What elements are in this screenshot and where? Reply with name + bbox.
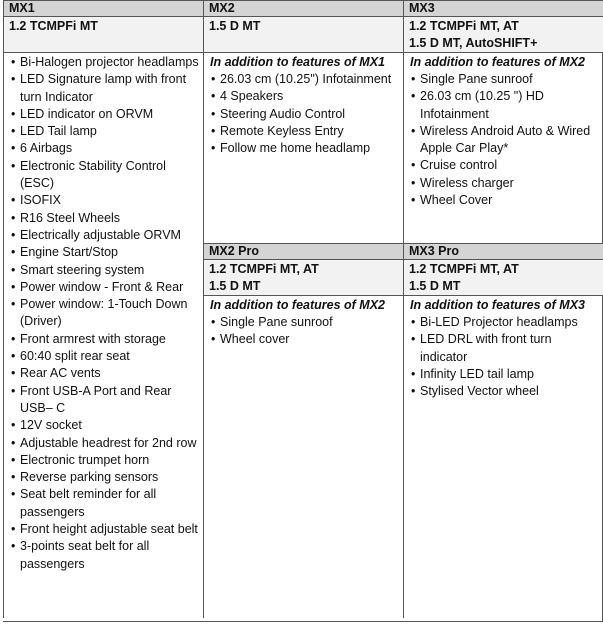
list-item: • Bi-LED Projector headlamps	[409, 314, 599, 331]
list-item: • 3-points seat belt for all passengers	[9, 538, 199, 573]
list-item: • Infinity LED tail lamp	[409, 366, 599, 383]
mx2-engine: 1.5 D MT	[209, 19, 261, 33]
mx3pro-engine: 1.2 TCMPFi MT, AT	[409, 262, 519, 276]
list-item: • Reverse parking sensors	[9, 469, 199, 486]
mx2pro-features	[203, 295, 403, 618]
list-item: • Single Pane sunroof	[409, 71, 599, 88]
mx2pro-engines	[203, 259, 403, 295]
list-item: • Wheel cover	[209, 331, 399, 348]
mx2pro-engine: 1.5 D MT	[209, 279, 261, 293]
list-item: • Wireless charger	[409, 175, 599, 192]
mx1-engines	[3, 16, 203, 52]
list-item: • Bi-Halogen projector headlamps	[9, 54, 199, 71]
list-item: • Wireless Android Auto & Wired Apple Car Play*	[409, 123, 599, 158]
list-item: • Adjustable headrest for 2nd row	[9, 435, 199, 452]
list-item: • Electrically adjustable ORVM	[9, 227, 199, 244]
list-item: • Power window - Front & Rear	[9, 279, 199, 296]
list-item: • 60:40 split rear seat	[9, 348, 199, 365]
list-item: • Smart steering system	[9, 262, 199, 279]
mx3-header	[403, 0, 603, 16]
mx3pro-features	[403, 295, 603, 618]
list-item: • Front armrest with storage	[9, 331, 199, 348]
mx2pro-engine: 1.2 TCMPFi MT, AT	[209, 262, 319, 276]
list-item: • LED DRL with front turn indicator	[409, 331, 599, 366]
mx3-name: MX3	[409, 1, 435, 15]
list-item: • 26.03 cm (10.25 ") HD Infotainment	[409, 88, 599, 123]
mx3-engines	[403, 16, 603, 52]
mx3pro-engine: 1.5 D MT	[409, 279, 461, 293]
list-item: • Electronic trumpet horn	[9, 452, 199, 469]
mx1-features	[3, 52, 203, 618]
mx3-engine: 1.2 TCMPFi MT, AT	[409, 19, 519, 33]
list-item: • 26.03 cm (10.25") Infotainment	[209, 71, 399, 88]
list-item: • Cruise control	[409, 157, 599, 174]
variant-feature-table	[3, 0, 603, 622]
mx2-feature-list	[209, 71, 399, 157]
mx2-features	[203, 52, 403, 243]
list-item: • LED Signature lamp with front turn Indicator	[9, 71, 199, 106]
mx3pro-feature-list	[409, 314, 599, 400]
mx2-intro: In addition to features of MX1	[210, 55, 386, 69]
mx3pro-header	[403, 243, 603, 259]
mx2pro-intro: In addition to features of MX2	[210, 298, 386, 312]
mx3pro-name: MX3 Pro	[409, 244, 460, 258]
mx3-feature-list	[409, 71, 599, 209]
mx1-engine: 1.2 TCMPFi MT	[9, 19, 98, 33]
mx3-intro: In addition to features of MX2	[410, 55, 586, 69]
list-item: • Single Pane sunroof	[209, 314, 399, 331]
mx3-engine: 1.5 D MT, AutoSHIFT+	[409, 36, 538, 50]
mx3pro-engines	[403, 259, 603, 295]
list-item: • Power window: 1-Touch Down (Driver)	[9, 296, 199, 331]
mx2pro-header	[203, 243, 403, 259]
list-item: • 6 Airbags	[9, 140, 199, 157]
mx1-feature-list	[9, 54, 199, 573]
mx1-name: MX1	[9, 1, 35, 15]
list-item: • R16 Steel Wheels	[9, 210, 199, 227]
list-item: • Electronic Stability Control (ESC)	[9, 158, 199, 193]
list-item: • Seat belt reminder for all passengers	[9, 486, 199, 521]
list-item: • 4 Speakers	[209, 88, 399, 105]
list-item: • Steering Audio Control	[209, 106, 399, 123]
mx2-header	[203, 0, 403, 16]
mx2pro-feature-list	[209, 314, 399, 349]
list-item: • Front USB-A Port and Rear USB– C	[9, 383, 199, 418]
list-item: • Remote Keyless Entry	[209, 123, 399, 140]
mx2pro-name: MX2 Pro	[209, 244, 260, 258]
mx3pro-intro: In addition to features of MX3	[410, 298, 586, 312]
list-item: • Rear AC vents	[9, 365, 199, 382]
mx3-features	[403, 52, 603, 243]
list-item: • Engine Start/Stop	[9, 244, 199, 261]
list-item: • Wheel Cover	[409, 192, 599, 209]
list-item: • LED Tail lamp	[9, 123, 199, 140]
list-item: • ISOFIX	[9, 192, 199, 209]
mx2-engines	[203, 16, 403, 52]
list-item: • 12V socket	[9, 417, 199, 434]
mx1-header	[3, 0, 203, 16]
list-item: • Follow me home headlamp	[209, 140, 399, 157]
list-item: • LED indicator on ORVM	[9, 106, 199, 123]
list-item: • Stylised Vector wheel	[409, 383, 599, 400]
list-item: • Front height adjustable seat belt	[9, 521, 199, 538]
mx2-name: MX2	[209, 1, 235, 15]
